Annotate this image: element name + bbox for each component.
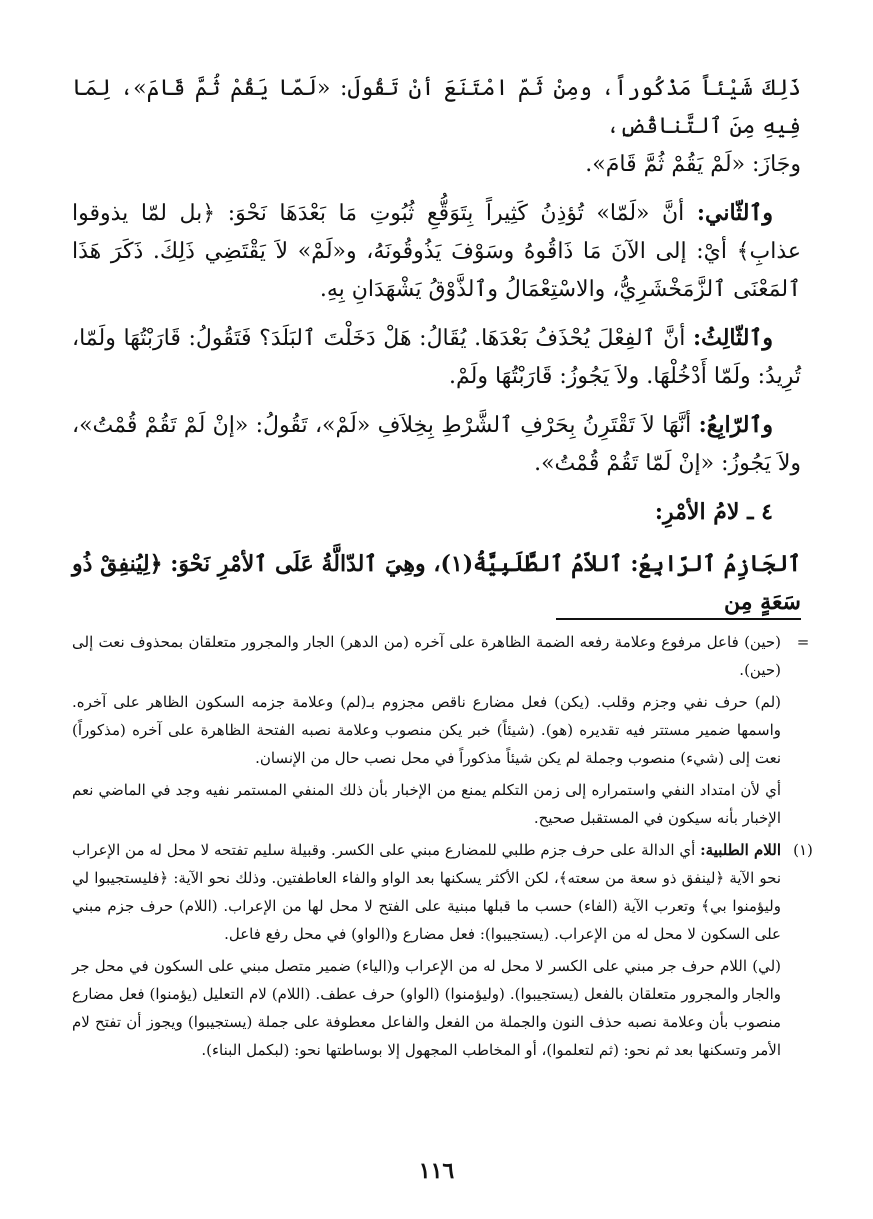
footnote-head: اللام الطلبية: (700, 841, 781, 859)
jazim-rabi-paragraph (72, 545, 801, 621)
paragraph-second (72, 194, 801, 309)
page-number: ١١٦ (418, 1158, 455, 1184)
footnote-paragraph: أي لأن امتداد النفي واستمراره إلى زمن التكلم يمنع من الإخبار بأن ذلك المنفي المستمر نفيه وجد في الماضي نعم الإخبار بأنه سيكون في المستقبل صحيح. (72, 781, 781, 827)
main-text (72, 70, 801, 631)
paragraph-intro (72, 70, 801, 184)
fourth-label: وٱلرّابِعُ: (698, 412, 773, 438)
jazim-label: ٱلجَازِمُ ٱلرّابِعُ: (630, 551, 801, 577)
intro-line-2: وجَازَ: «لَمْ يَقُمْ ثُمَّ قَامَ». (585, 152, 801, 177)
jazim-text: ٱللاّمُ ٱلطَّلَبِيَّةُ(١)، وهِيَ ٱلدّالَّةُ عَلَى ٱلأمْرِ نَحْوَ: ﴿لِيُنفِقْ ذُو سَعَةٍ مِن (72, 551, 801, 615)
third-text: أنَّ ٱلفِعْلَ يُحْذَفُ بَعْدَهَا. يُقَالُ: هَلْ دَخَلْتَ ٱلبَلَدَ؟ فَتَقُولُ: قَارَبْتُهَا ولَمّا، تُرِيدُ: ولَمّا أَدْخُلْهَا. ولاَ يَجُوزُ: قَارَبْتُهَا ولَمْ. (72, 326, 801, 389)
footnote-body (72, 628, 781, 832)
footnote-marker: = (796, 633, 810, 651)
paragraph-fourth (72, 406, 801, 483)
footnote-paragraph: (لي) اللام حرف جر مبني على الكسر لا محل له من الإعراب و(الياء) ضمير متصل مبني على السكون في محل جر والجار والمجرور متعلقان بالفعل (يستجيبوا). (وليؤمنوا) (الواو) حرف عطف. (اللام) لام التعليل (يؤمنوا) فعل مضارع منصوب بأن وعلامة نصبه حذف النون والجملة من الفعل والفاعل معطوفة على جملة (يستجيبوا) ويجوز أن تفتح لام الأمر وتسكنها بعد ثم نحو: (ثم لتعلموا)، أو المخاطب المجهول إلا بوساطتها نحو: (لبكمل البناء). (72, 957, 781, 1059)
second-label: وٱلثّاني: (696, 200, 774, 226)
footnote-text: أي الدالة على حرف جزم طلبي للمضارع مبني على الكسر. وقبيلة سليم تفتحه لا محل له من الإعراب نحو الآية ﴿لينفق ذو سعة من سعته﴾، لكن الأكثر يسكنها بعد الواو والفاء العاطفتين. وذلك نحو الآية: ﴿فليستجيبوا لي وليؤمنوا بي﴾ وتعرب الآية (الفاء) حسب ما قبلها مبنية على الفتح لا محل لها من الإعراب. (اللام) حرف جزم مبني على السكون لا محل له من الإعراب. (يستجيبوا): فعل مضارع و(الواو) في محل رفع فاعل. (72, 841, 781, 943)
footnote-paragraph (72, 836, 781, 948)
footnotes (72, 628, 821, 1068)
section-heading: ٤ ـ لامُ الأمْرِ: (654, 499, 773, 525)
footnote-continued (72, 628, 821, 832)
footnote-1 (72, 836, 821, 1064)
footnote-paragraph: (لم) حرف نفي وجزم وقلب. (يكن) فعل مضارع ناقص مجزوم بـ(لم) وعلامة جزمه السكون الظاهر على آخره. واسمها ضمير مستتر فيه تقديره (هو). (شيئاً) خبر يكن منصوب وعلامة نصبه الفتحة الظاهرة على آخره (مذكوراً) نعت إلى (شيء) منصوب وجملة لم يكن شيئاً مذكوراً في محل نصب حال من الإنسان. (72, 693, 781, 767)
footnote-separator (556, 618, 801, 620)
paragraph-third (72, 319, 801, 396)
intro-line-1: ذَلِكَ شَيْئاً مَذْكُوراً، ومِنْ ثَمّ امْتَنَعَ أنْ تَقُولَ: «لَمّا يَقُمْ ثُمَّ قَامَ»، لِمَا فِيهِ مِنَ ٱلتَّناقُضِ، (72, 76, 801, 139)
footnote-marker: (١) (793, 841, 813, 859)
second-text: أنَّ «لَمّا» تُؤذِنُ كَثِيراً بِتَوَقُّعِ ثُبُوتِ مَا بَعْدَهَا نَحْوَ: ﴿بل لمّا يذوقوا عذابِ﴾ أيْ: إلى الآنَ مَا ذَاقُوهُ وسَوْفَ يَذُوقُونَهُ، و«لَمْ» لاَ يَقْتَضِي ذَلِكَ. ذَكَرَ هَذَا ٱلمَعْنَى ٱلزَّمَخْشَرِيُّ، والاسْتِعْمَالُ وٱلذَّوْقُ يَشْهَدَانِ بِهِ. (72, 201, 801, 302)
third-label: وٱلثّالِثُ: (692, 325, 773, 351)
fourth-text: أنَّهَا لاَ تَقْتَرِنُ بِحَرْفِ ٱلشَّرْطِ بِخِلاَفِ «لَمْ»، تَقُولُ: «إنْ لَمْ تَقُمْ قُمْتُ»، ولاَ يَجُوزُ: «إنْ لَمّا تَقُمْ قُمْتُ». (72, 413, 801, 476)
footnote-paragraph: (حين) فاعل مرفوع وعلامة رفعه الضمة الظاهرة على آخره (من الدهر) الجار والمجرور متعلقان بمحذوف نعت إلى (حين). (72, 633, 781, 679)
footnote-body (72, 836, 781, 1064)
